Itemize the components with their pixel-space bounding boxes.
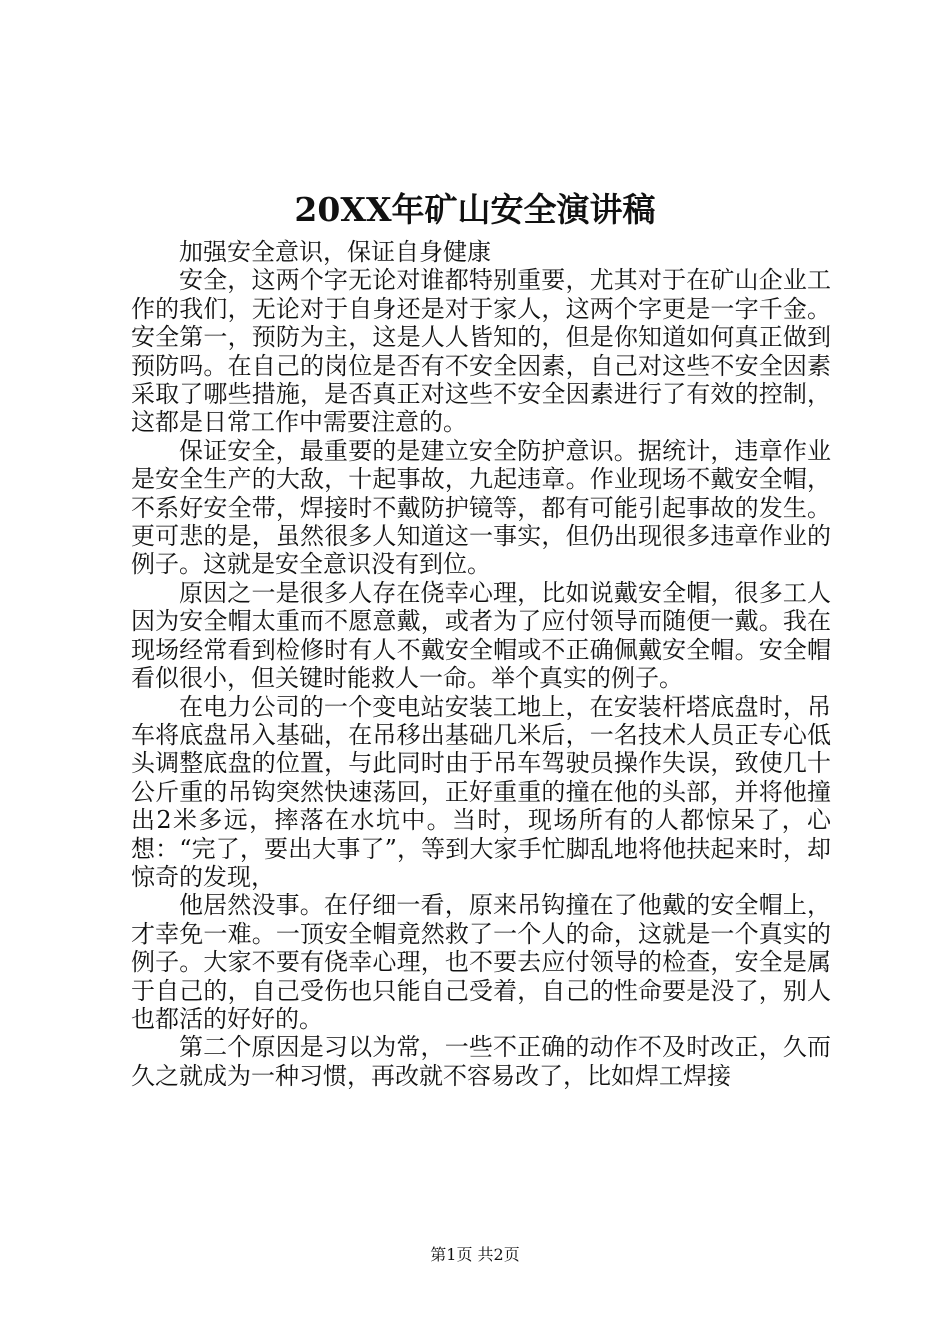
paragraph: 第二个原因是习以为常，一些不正确的动作不及时改正，久而久之就成为一种习惯，再改就不容易改了，比如焊工焊接 [131, 1033, 831, 1090]
paragraph: 原因之一是很多人存在侥幸心理，比如说戴安全帽，很多工人因为安全帽太重而不愿意戴，或者为了应付领导而随便一戴。我在现场经常看到检修时有人不戴安全帽或不正确佩戴安全帽。安全帽看似很小，但关键时能救人一命。举个真实的例子。 [131, 578, 831, 693]
document-title: 20XX年矿山安全演讲稿 [294, 190, 656, 229]
document-body [131, 238, 831, 1090]
paragraph: 安全，这两个字无论对谁都特别重要，尤其对于在矿山企业工作的我们，无论对于自身还是对于家人，这两个字更是一字千金。安全第一，预防为主，这是人人皆知的，但是你知道如何真正做到预防吗。在自己的岗位是否有不安全因素，自己对这些不安全因素采取了哪些措施，是否真正对这些不安全因素进行了有效的控制，这都是日常工作中需要注意的。 [131, 266, 831, 437]
paragraph: 在电力公司的一个变电站安装工地上，在安装杆塔底盘时，吊车将底盘吊入基础，在吊移出基础几米后，一名技术人员正专心低头调整底盘的位置，与此同时由于吊车驾驶员操作失误，致使几十公斤重的吊钩突然快速荡回，正好重重的撞在他的头部，并将他撞出2米多远，摔落在水坑中。当时，现场所有的人都惊呆了，心想：“完了，要出大事了”，等到大家手忙脚乱地将他扶起来时，却惊奇的发现， [131, 692, 831, 891]
paragraph: 保证安全，最重要的是建立安全防护意识。据统计，违章作业是安全生产的大敌，十起事故，九起违章。作业现场不戴安全帽，不系好安全带，焊接时不戴防护镜等，都有可能引起事故的发生。更可悲的是，虽然很多人知道这一事实，但仍出现很多违章作业的例子。这就是安全意识没有到位。 [131, 436, 831, 579]
page-footer: 第1页 共2页 [430, 1245, 520, 1264]
paragraph: 他居然没事。在仔细一看，原来吊钩撞在了他戴的安全帽上，才幸免一难。一顶安全帽竟然救了一个人的命，这就是一个真实的例子。大家不要有侥幸心理，也不要去应付领导的检查，安全是属于自己的，自己受伤也只能自己受着，自己的性命要是没了，别人也都活的好好的。 [131, 891, 831, 1033]
paragraph-subtitle: 加强安全意识，保证自身健康 [179, 238, 491, 266]
